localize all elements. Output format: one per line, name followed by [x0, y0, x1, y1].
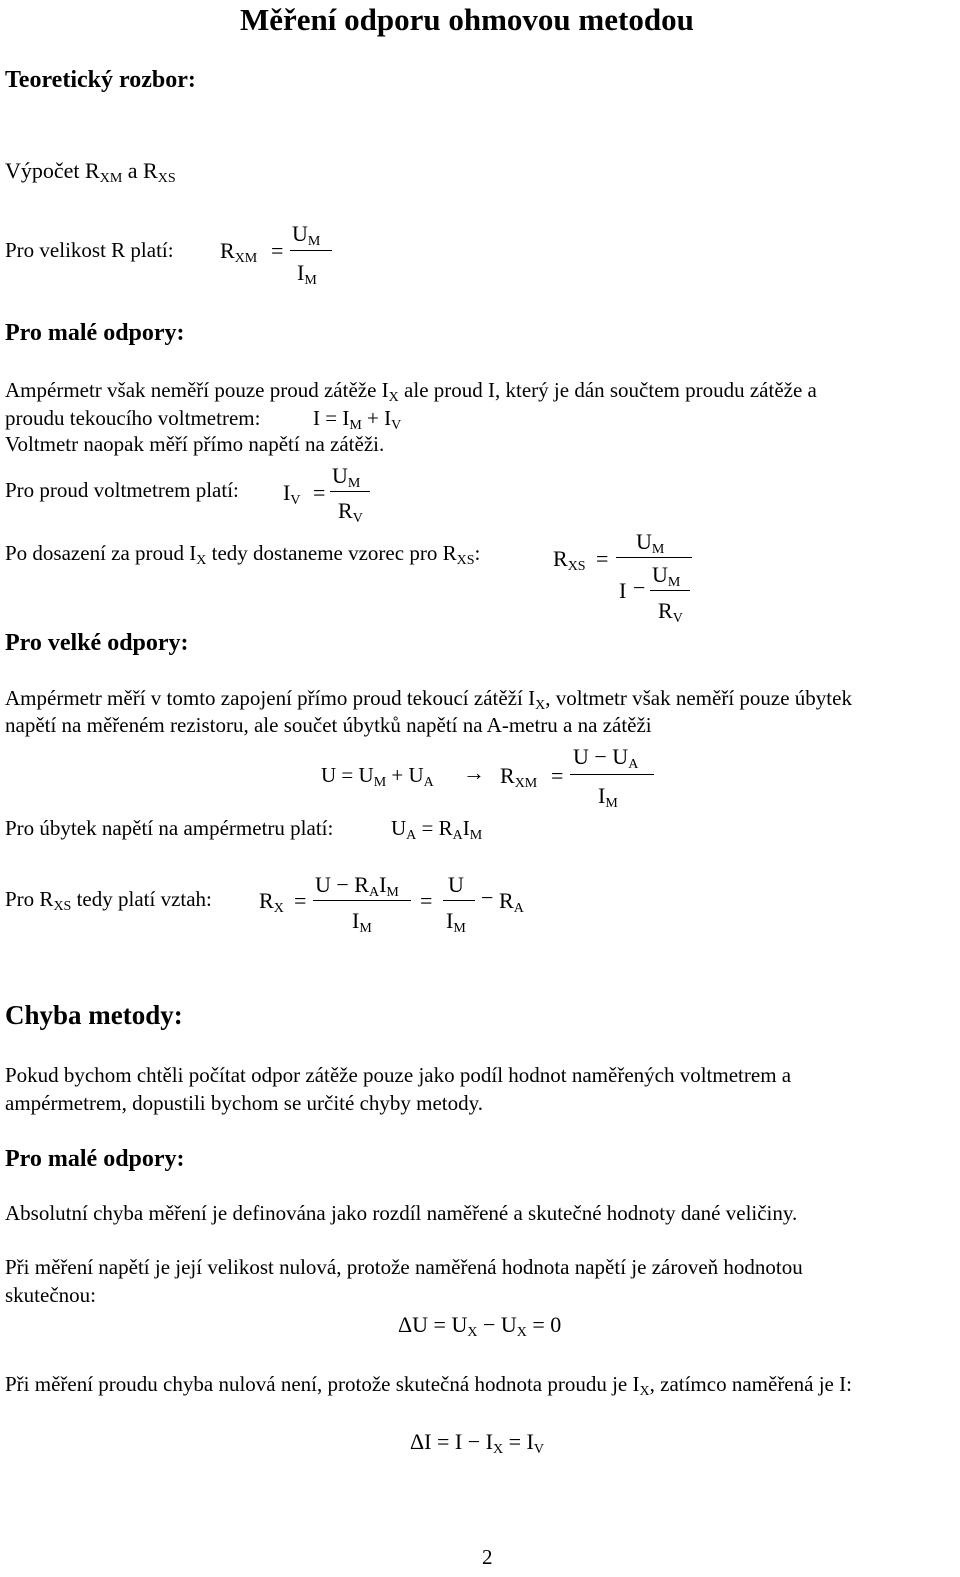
large-p1: Ampérmetr měří v tomto zapojení přímo proud tekoucí zátěží $I_X$, voltmetr však neměří pouze úbytek: [5, 686, 852, 713]
iv-label: Pro proud voltmetrem platí:: [5, 478, 239, 502]
heading-theory: Teoretický rozbor:: [5, 67, 196, 93]
small-current-eq: $I = I_M + I_V$: [313, 406, 402, 433]
rx-label: Pro $R_{XS}$ tedy platí vztah:: [5, 887, 212, 914]
heading-large: Pro velké odpory:: [5, 630, 189, 656]
error-p3: Absolutní chyba měření je definována jako rozdíl naměřené a skutečné hodnoty dané veličiny.: [5, 1201, 798, 1225]
calc-intro: Výpočet $R_{XM}$ a $R_{XS}$: [5, 158, 176, 186]
error-p2: ampérmetrem, dopustili bychom se určité chyby metody.: [5, 1091, 484, 1115]
di-formula: $\Delta I = I - I_X = I_V$: [410, 1429, 544, 1457]
small-p2: proudu tekoucího voltmetrem:: [5, 406, 261, 430]
heading-small-error: Pro malé odpory:: [5, 1146, 185, 1172]
subst-text: Po dosazení za proud $I_X$ tedy dostaneme vzorec pro $R_{XS}$:: [5, 541, 481, 568]
small-p1: Ampérmetr však neměří pouze proud zátěže $I_X$ ale proud I, který je dán součtem proudu zátěže a: [5, 378, 817, 405]
error-p5: skutečnou:: [5, 1283, 96, 1307]
general-label: Pro velikost R platí:: [5, 238, 174, 262]
du-formula: $\Delta U = U_X - U_X = 0$: [398, 1312, 562, 1340]
sum-eq: $U = U_M + U_A$: [321, 763, 434, 790]
arrow-icon: →: [463, 760, 485, 785]
ua-label: Pro úbytek napětí na ampérmetru platí:: [5, 816, 334, 840]
error-p1: Pokud bychom chtěli počítat odpor zátěže pouze jako podíl hodnot naměřených voltmetrem a: [5, 1063, 792, 1087]
error-p6: Při měření proudu chyba nulová není, protože skutečná hodnota proudu je $I_X$, zatímco naměřená je I:: [5, 1372, 852, 1399]
small-p3: Voltmetr naopak měří přímo napětí na zátěži.: [5, 432, 385, 456]
error-p4: Při měření napětí je její velikost nulová, protože naměřená hodnota napětí je zároveň hodnotou: [5, 1255, 803, 1279]
heading-small: Pro malé odpory:: [5, 320, 185, 346]
page-title: Měření odporu ohmovou metodou: [240, 2, 694, 37]
heading-error: Chyba metody:: [5, 1000, 183, 1030]
large-p2: napětí na měřeném rezistoru, ale součet úbytků napětí na A-metru a na zátěži: [5, 713, 652, 737]
page-number: 2: [482, 1545, 493, 1569]
ua-formula: $U_A = R_AI_M$: [391, 816, 483, 843]
